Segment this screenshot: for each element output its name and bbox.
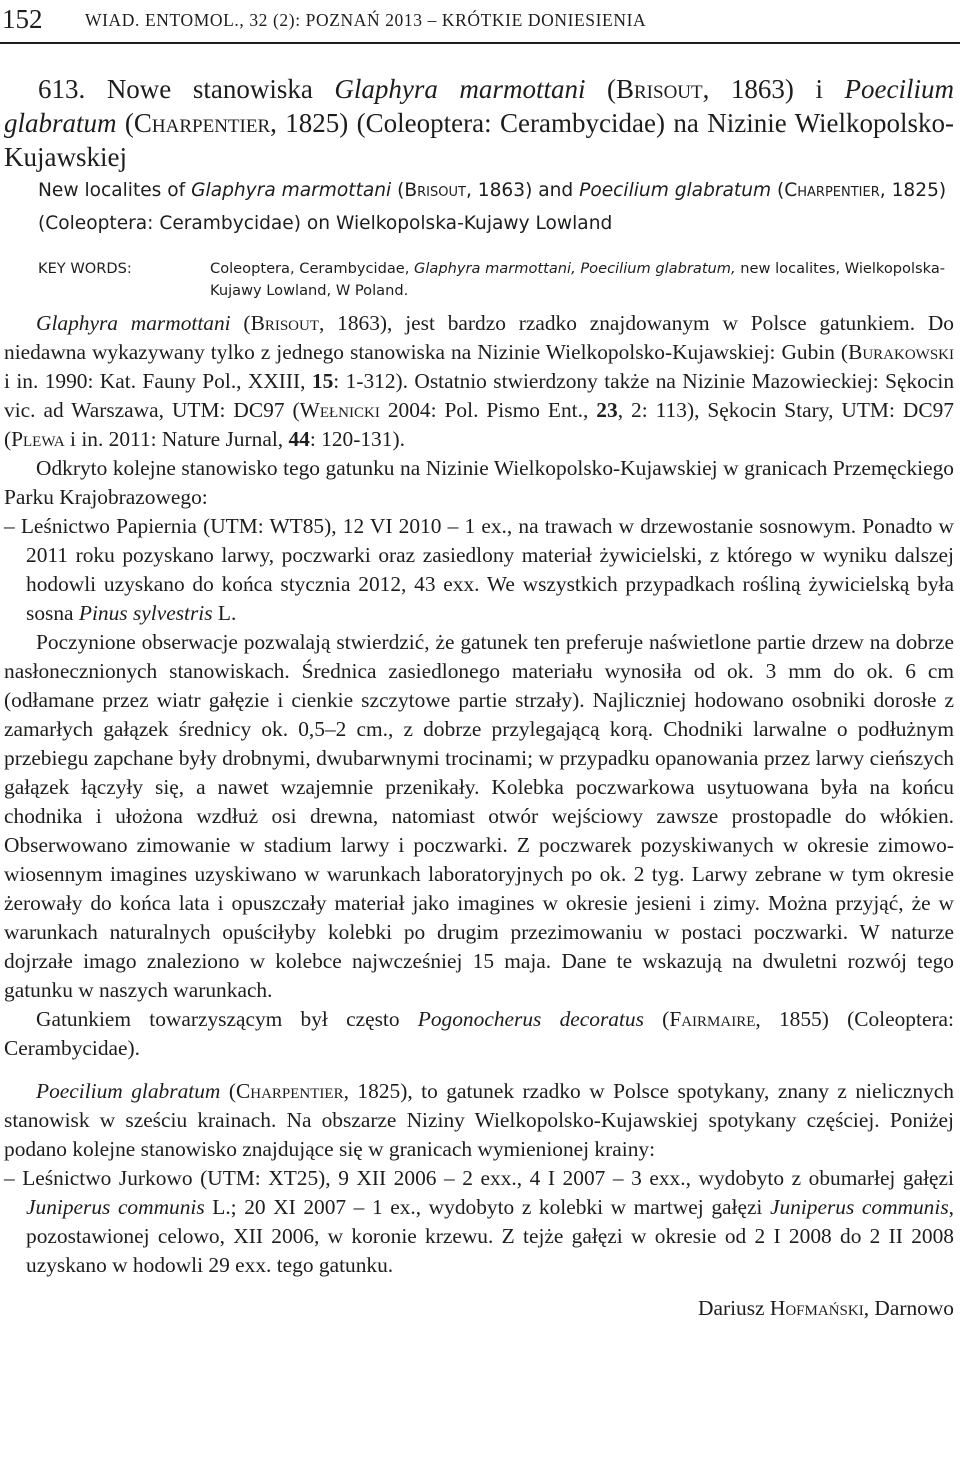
text: (	[230, 311, 251, 335]
subtitle-species-2: Poecilium glabratum	[579, 180, 772, 201]
paragraph-4: Poczynione obserwacje pozwalają stwierdzić, że gatunek ten preferuje naświetlone partie drzew na dobrze nasłonecznionych stanowiskach. Średnica zasiedlonego materiału wynosiła od ok. 3 mm do ok. 6 cm (odłamane przez wiatr gałęzie i cienkie szczytowe partie strzały). Najliczniej hodowano osobniki dorosłe z zamarłych gałązek średnicy ok. 0,5–2 cm., z dobrze przylegającą korą. Chodniki larwalne o podłużnym przebiegu zapchane były drobnymi, dwubarwnymi trocinami; w przypadku opanowania przez larwy cieńszych gałązek łączyły się, a nawet wzajemnie przenikały. Kolebka poczwarkowa usytuowana była na końcu chodnika i ułożona wzdłuż osi drewna, natomiast otwór wejściowy zawsze prostopadle do włókien. Obserwowano zimowanie w stadium larwy i poczwarki. Z poczwarek pozyskiwanych w okresie zimowo-wiosennym imagines uzyskiwano w warunkach laboratoryjnych po ok. 2 tyg. Larwy zebrane w tym okresie żerowały do końca lata i opuszczały materiał jako imagines w okresie jesieni i zimy. Można przyjąć, że w warunkach naturalnych opuściłyby kolebki po drugim przezimowaniu w postaci poczwarki. W naturze dojrzałe imago znaleziono w kolebce najwcześniej 15 maja. Dane te wskazują na dwuletni rozwój tego gatunku w naszych warunkach.	[4, 630, 954, 1002]
paragraph-1	[4, 309, 954, 454]
text: : 1-312). Ostatnio stwierdzony także na Nizinie Mazowieckiej: Sękocin vic. ad Warszawa, UTM: DC97 (	[4, 369, 955, 422]
text: , pozostawionej celowo, XII 2006, w koronie krzewu. Z tejże gałęzi w okresie od 2 I 2008 do 2 II 2008 uzyskano w hodowli 29 exx. tego gatunku.	[26, 1195, 955, 1277]
keywords-part: new localites, Wielkopolska-Kujawy Lowland, W Poland.	[210, 260, 946, 299]
text: (	[220, 1079, 236, 1103]
text: i in. 1990: Kat. Fauny Pol., XXIII,	[4, 369, 312, 393]
subtitle-species-1: Glaphyra marmottani	[191, 180, 392, 201]
author-name: Fairmaire	[669, 1007, 756, 1031]
volume-number: 44	[288, 427, 310, 451]
author-name: Brisout	[250, 311, 319, 335]
subtitle-text: (	[771, 180, 785, 201]
title-text: (	[585, 74, 616, 104]
article-title	[4, 72, 954, 174]
text: L.; 20 XI 2007 – 1 ex., wydobyto z kolebki w martwej gałęzi	[204, 1195, 770, 1219]
text: Gatunkiem towarzyszącym był często	[36, 1007, 418, 1031]
author-name: Charpentier	[235, 1079, 344, 1103]
paragraph-7	[4, 1164, 954, 1280]
page-header	[0, 2, 960, 36]
subtitle-text: , 1863) and	[465, 180, 580, 201]
article-body	[4, 72, 954, 1323]
keywords-text	[210, 258, 954, 302]
page-number: 152	[2, 4, 43, 34]
title-text: , 1863) i	[702, 74, 845, 104]
species-name: Juniperus communis	[26, 1195, 205, 1219]
running-title: WIAD. ENTOMOL., 32 (2): POZNAŃ 2013 – KRÓTKIE DONIESIENIA	[85, 10, 647, 30]
species-name: Juniperus communis	[769, 1195, 949, 1219]
subtitle-text: New localites of	[38, 180, 192, 201]
article-number: 613.	[38, 74, 86, 104]
title-text: (	[116, 108, 134, 138]
volume-number: 23	[596, 398, 618, 422]
text: , 1855) (Coleoptera: Cerambycidae).	[4, 1007, 954, 1060]
title-author-1: Brisout	[616, 74, 703, 104]
subtitle-text: (	[391, 180, 405, 201]
signature-surname: Hofmański	[769, 1296, 864, 1320]
species-name: Glaphyra marmottani	[36, 311, 231, 335]
title-species-2: Poecilium glabratum	[4, 74, 955, 138]
text: – Leśnictwo Papiernia (UTM: WT85), 12 VI 2010 – 1 ex., na trawach w drzewostanie sosnowym. Ponadto w 2011 roku pozyskano larwy, poczwarki oraz zasiedlony materiał żywicielski, z którego w wyniku dalszej hodowli uzyskano do końca stycznia 2012, 43 exx. We wszystkich przypadkach rośliną żywicielską była sosna	[4, 514, 954, 625]
signature-text: Dariusz	[698, 1296, 770, 1320]
species-name: Pinus sylvestris	[78, 601, 213, 625]
author-name: Burakowski	[848, 340, 954, 364]
subtitle-text: , 1825) (Coleoptera: Cerambycidae) on Wielkopolska-Kujawy Lowland	[38, 180, 947, 234]
text: 2004: Pol. Pismo Ent.,	[379, 398, 597, 422]
text: , 2: 113), Sękocin Stary, UTM: DC97 (	[4, 398, 954, 451]
title-author-2: Charpentier	[133, 108, 271, 138]
paragraph-3	[4, 512, 954, 628]
paragraph-6	[4, 1077, 954, 1164]
text: , 1863), jest bardzo rzadko znajdowanym w Polsce gatunkiem. Do niedawna wykazywany tylko z jednego stanowiska na Nizinie Wielkopolsko-Kujawskiej: Gubin (	[4, 311, 954, 364]
title-text: , 1825) (Coleoptera: Cerambycidae) na Nizinie Wielkopolsko-Kujawskiej	[4, 108, 954, 172]
text: (	[643, 1007, 670, 1031]
keywords-label: KEY WORDS:	[38, 260, 132, 277]
text: L.	[212, 601, 237, 625]
signature-text: , Darnowo	[863, 1296, 954, 1320]
english-subtitle	[38, 175, 954, 240]
subtitle-author-2: Charpentier	[784, 180, 880, 201]
header-rule	[0, 42, 960, 44]
species-name: Poecilium glabratum	[36, 1079, 221, 1103]
subtitle-author-1: Brisout	[404, 180, 466, 201]
paragraph-5	[4, 1005, 954, 1063]
text: – Leśnictwo Jurkowo (UTM: XT25), 9 XII 2006 – 2 exx., 4 I 2007 – 3 exx., wydobyto z obumarłej gałęzi	[4, 1166, 954, 1190]
paragraph-2: Odkryto kolejne stanowisko tego gatunku na Nizinie Wielkopolsko-Kujawskiej w granicach Przemęckiego Parku Krajobrazowego:	[4, 456, 954, 509]
author-name: Wełnicki	[299, 398, 380, 422]
author-name: Plewa	[11, 427, 65, 451]
volume-number: 15	[311, 369, 334, 393]
keywords	[38, 258, 954, 302]
title-text: Nowe stanowiska	[106, 74, 335, 104]
text: : 120-131).	[309, 427, 405, 451]
keywords-species: Glaphyra marmottani, Poecilium glabratum,	[414, 260, 736, 277]
author-signature	[4, 1294, 954, 1323]
text: , 1825), to gatunek rzadko w Polsce spotykany, znany z nielicznych stanowisk w sześciu krainach. Na obszarze Niziny Wielkopolsko-Kujawskiej spotykany częściej. Poniżej podano kolejne stanowisko znajdujące się w granicach wymienionej krainy:	[4, 1079, 954, 1161]
text: i in. 2011: Nature Jurnal,	[64, 427, 289, 451]
keywords-part: Coleoptera, Cerambycidae,	[210, 260, 415, 277]
species-name: Pogonocherus decoratus	[417, 1007, 644, 1031]
title-species-1: Glaphyra marmottani	[334, 74, 586, 104]
